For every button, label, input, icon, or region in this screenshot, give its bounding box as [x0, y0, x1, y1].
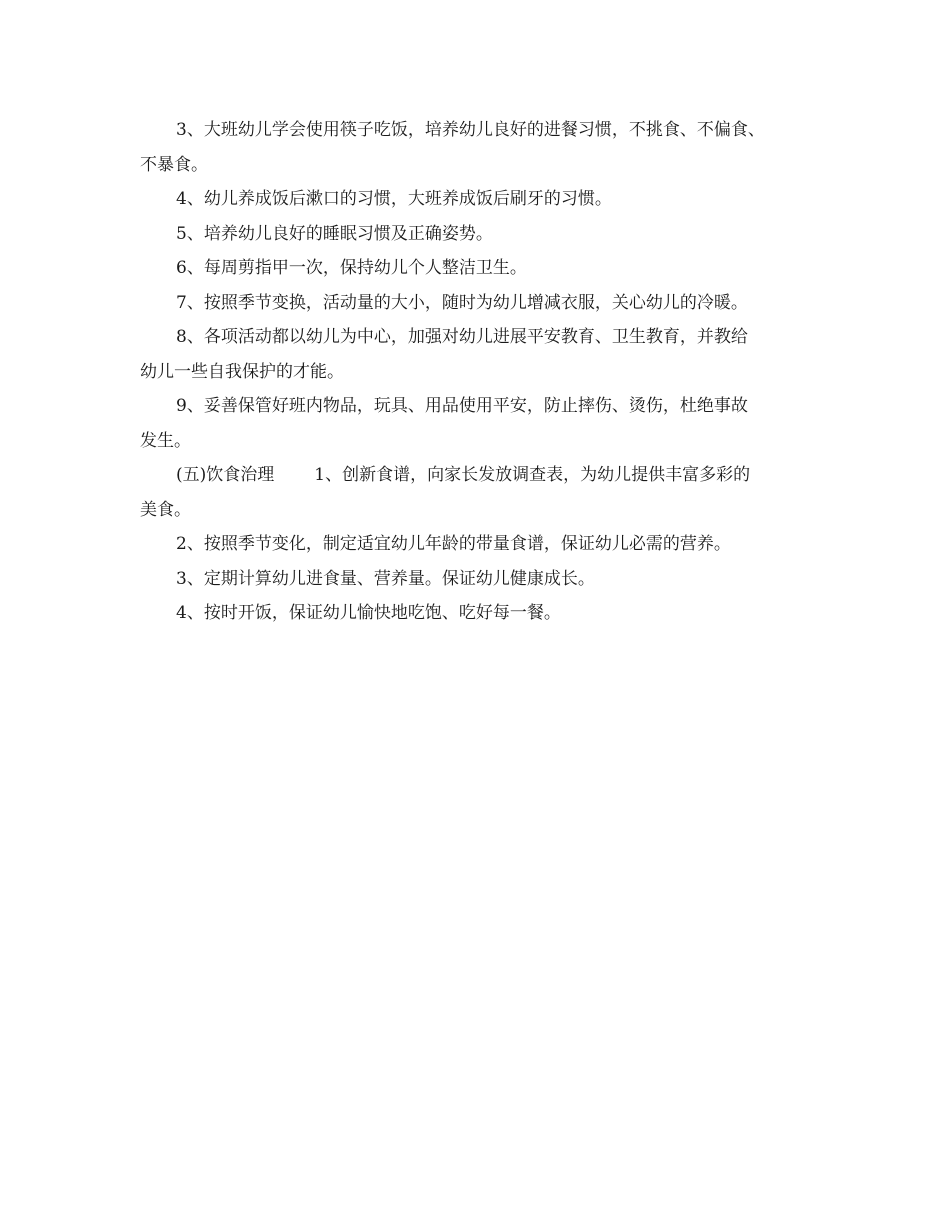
text-line: 2、按照季节变化，制定适宜幼儿年龄的带量食谱，保证幼儿必需的营养。 [176, 534, 731, 554]
text-line: 3、大班幼儿学会使用筷子吃饭，培养幼儿良好的进餐习惯，不挑食、不偏食、 [176, 120, 765, 140]
text-line: 幼儿一些自我保护的才能。 [140, 361, 344, 382]
list-item [140, 286, 825, 321]
text-line: 9、妥善保管好班内物品，玩具、用品使用平安，防止摔伤、烫伤，杜绝事故 [176, 396, 748, 416]
list-item [140, 389, 825, 458]
list-item [140, 320, 825, 389]
list-item [140, 562, 825, 597]
text-line: 4、幼儿养成饭后漱口的习惯，大班养成饭后刷牙的习惯。 [176, 189, 612, 209]
text-line: 不暴食。 [140, 154, 208, 175]
text-line: 5、培养幼儿良好的睡眠习惯及正确姿势。 [176, 223, 493, 244]
text-line: 美食。 [140, 499, 191, 520]
text-line: 3、定期计算幼儿进食量、营养量。保证幼儿健康成长。 [176, 568, 595, 589]
section-food-management [140, 458, 825, 527]
section-heading: (五)饮食治理 [176, 465, 275, 485]
section-first-item: 1、创新食谱，向家长发放调查表，为幼儿提供丰富多彩的 [314, 465, 751, 485]
document-body [140, 113, 825, 631]
section-line [140, 458, 825, 493]
list-item [140, 182, 825, 217]
list-item [140, 113, 825, 182]
list-item [140, 596, 825, 631]
list-item [140, 527, 825, 562]
text-line: 8、各项活动都以幼儿为中心，加强对幼儿进展平安教育、卫生教育，并教给 [176, 327, 748, 347]
text-line: 7、按照季节变换，活动量的大小，随时为幼儿增减衣服，关心幼儿的冷暖。 [176, 292, 748, 313]
text-line: 6、每周剪指甲一次，保持幼儿个人整洁卫生。 [176, 258, 527, 278]
text-line: 发生。 [140, 430, 191, 451]
list-item [140, 217, 825, 252]
text-line: 4、按时开饭，保证幼儿愉快地吃饱、吃好每一餐。 [176, 603, 561, 623]
list-item [140, 251, 825, 286]
